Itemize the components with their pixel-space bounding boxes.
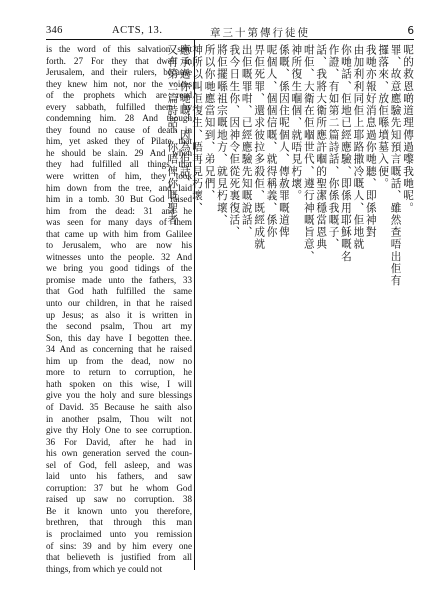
english-line: of sins: 39 and by him every one bbox=[46, 540, 192, 551]
english-line: 36 For David, after he had in bbox=[46, 436, 192, 447]
english-line: hath spoken on this wise, I will bbox=[46, 378, 192, 389]
page-number: 346 bbox=[46, 25, 63, 36]
english-line: they found no cause of death in bbox=[46, 124, 192, 135]
english-line: him in a tomb. 30 But God raised bbox=[46, 194, 192, 205]
english-line: him up from the dead, now no bbox=[46, 355, 192, 366]
english-line: is proclaimed unto you remission bbox=[46, 528, 192, 539]
english-line: more to return to corruption, he bbox=[46, 367, 192, 378]
chapter-reference: ACTS, 13. bbox=[112, 25, 163, 36]
english-line: unto our children, in that he raised bbox=[46, 298, 192, 309]
english-line: they knew him not, nor the voices bbox=[46, 78, 192, 89]
english-line: his own generation served the coun- bbox=[46, 448, 192, 459]
english-line: that came up with him from Galilee bbox=[46, 228, 192, 239]
chinese-column: 你哋話、佢地已經應驗、即係用耶穌嘅名 bbox=[339, 44, 352, 263]
english-line: Son, this day have I begotten thee. bbox=[46, 332, 192, 343]
chinese-column: 由加利利同佢上耶路撒冷嘅人、佢地就 bbox=[352, 44, 365, 251]
folio-mark: 6 bbox=[407, 25, 414, 37]
english-line: promise made unto the fathers, 33 bbox=[46, 274, 192, 285]
english-line: him, yet asked they of Pilate that bbox=[46, 136, 192, 147]
chinese-column: 畀佢死罪、還求彼拉多殺佢、既經成就 bbox=[253, 44, 266, 251]
english-line: were written of him, they took bbox=[46, 171, 192, 182]
english-line: things, from which ye could not bbox=[46, 563, 163, 574]
english-line: 34 And as concerning that he raised bbox=[46, 344, 192, 355]
english-line: we bring you good tidings of the bbox=[46, 263, 192, 274]
english-line: was seen for many days of them bbox=[46, 217, 192, 228]
english-line: every sabbath, fulfilled them by bbox=[46, 101, 192, 112]
chinese-column: 我哋亦報好消息過你哋聽、即係神對 bbox=[364, 44, 377, 239]
english-line: him down from the tree, and laid bbox=[46, 182, 192, 193]
chinese-column: 呢的救恩啲道理傳過嚟我哋呢。 bbox=[402, 44, 414, 215]
chinese-column: 罪、故意應驗先知預言嘅話、雖然查唔出佢有 bbox=[389, 44, 402, 287]
english-line: up Jesus; as also it is written in bbox=[46, 309, 192, 320]
english-line: of David. 35 Because he saith also bbox=[46, 401, 192, 412]
english-line: of the prophets which are read bbox=[46, 90, 192, 101]
chinese-column: 呢個人、個個信嘅、就得稱義、係你 bbox=[265, 44, 278, 239]
english-line: in another psalm, Thou wilt not bbox=[46, 413, 192, 424]
english-line: brethren, that through this man bbox=[46, 517, 192, 528]
english-line: raised up saw no corruption. 38 bbox=[46, 494, 192, 505]
chinese-column: 又有第二篇詩話、你唔俾你嘅聖者 bbox=[166, 44, 179, 227]
english-line: give thy Holy One to see corruption. bbox=[46, 425, 192, 436]
english-line: that God hath fulfilled the same bbox=[46, 286, 192, 297]
chinese-column: 將佢擺喺祖宗嘅地方、就見朽壞、 bbox=[215, 44, 228, 227]
chinese-column: 咁佢、大衛在佢嗰世代、遵行神嘅旨意、 bbox=[302, 44, 315, 263]
english-line: condemning him. 28 And though bbox=[46, 113, 192, 124]
english-line: corruption: 37 but he whom God bbox=[46, 482, 192, 493]
english-line: he should be slain. 29 And when bbox=[46, 147, 192, 158]
chinese-column: 神所復生嗰個、就唔見朽壞。 bbox=[290, 44, 303, 202]
english-line: Jerusalem, and their rulers, because bbox=[46, 67, 192, 78]
english-line: witnesses unto the people. 32 And bbox=[46, 251, 192, 262]
chinese-column: 所以你哋應當知到、弟兄們、 bbox=[203, 44, 216, 202]
english-line: to Jerusalem, who are now his bbox=[46, 240, 192, 251]
english-line: give you the holy and sure blessings bbox=[46, 390, 192, 401]
english-line: him from the dead: 31 and he bbox=[46, 205, 192, 216]
chinese-column: 作證、有如第二篇詩話、你係我嘅子、 bbox=[327, 44, 340, 251]
chinese-text-column bbox=[166, 44, 414, 568]
header-rule bbox=[46, 39, 414, 40]
chinese-running-title: 章三十第傳行徒使 bbox=[210, 27, 310, 39]
english-line: the second psalm, Thou art my bbox=[46, 321, 192, 332]
english-line: they had fulfilled all things that bbox=[46, 159, 192, 170]
english-line: forth. 27 For they that dwell in bbox=[46, 55, 192, 66]
chinese-column: 神所以叫佢復生、唔再見朽壞、 bbox=[191, 44, 204, 215]
english-line: is the word of this salvation sent bbox=[46, 44, 192, 54]
english-line: laid unto his fathers, and saw bbox=[46, 471, 192, 482]
chinese-column: 出佢嘅罪咁、已經應驗先知嘅說話、 bbox=[240, 44, 253, 239]
chinese-column: 攞落來、放佢喺墳墓入便。 bbox=[377, 44, 390, 190]
chinese-column: 應承過你哋嘅、因為佢話、 bbox=[178, 44, 191, 190]
chinese-column: 我今日生你、因神令佢從死裏復活、 bbox=[228, 44, 241, 239]
english-line: that believeth is justified from all bbox=[46, 552, 192, 563]
chinese-column: 係嘅、係因住呢個人、傳赦罪嘅道俾 bbox=[277, 44, 290, 239]
english-line: Be it known unto you therefore, bbox=[46, 505, 192, 516]
chinese-column: 話、我將大衛所應許嗰的聖潔穩當恩典 bbox=[315, 44, 328, 251]
english-line: sel of God, fell asleep, and was bbox=[46, 459, 192, 470]
